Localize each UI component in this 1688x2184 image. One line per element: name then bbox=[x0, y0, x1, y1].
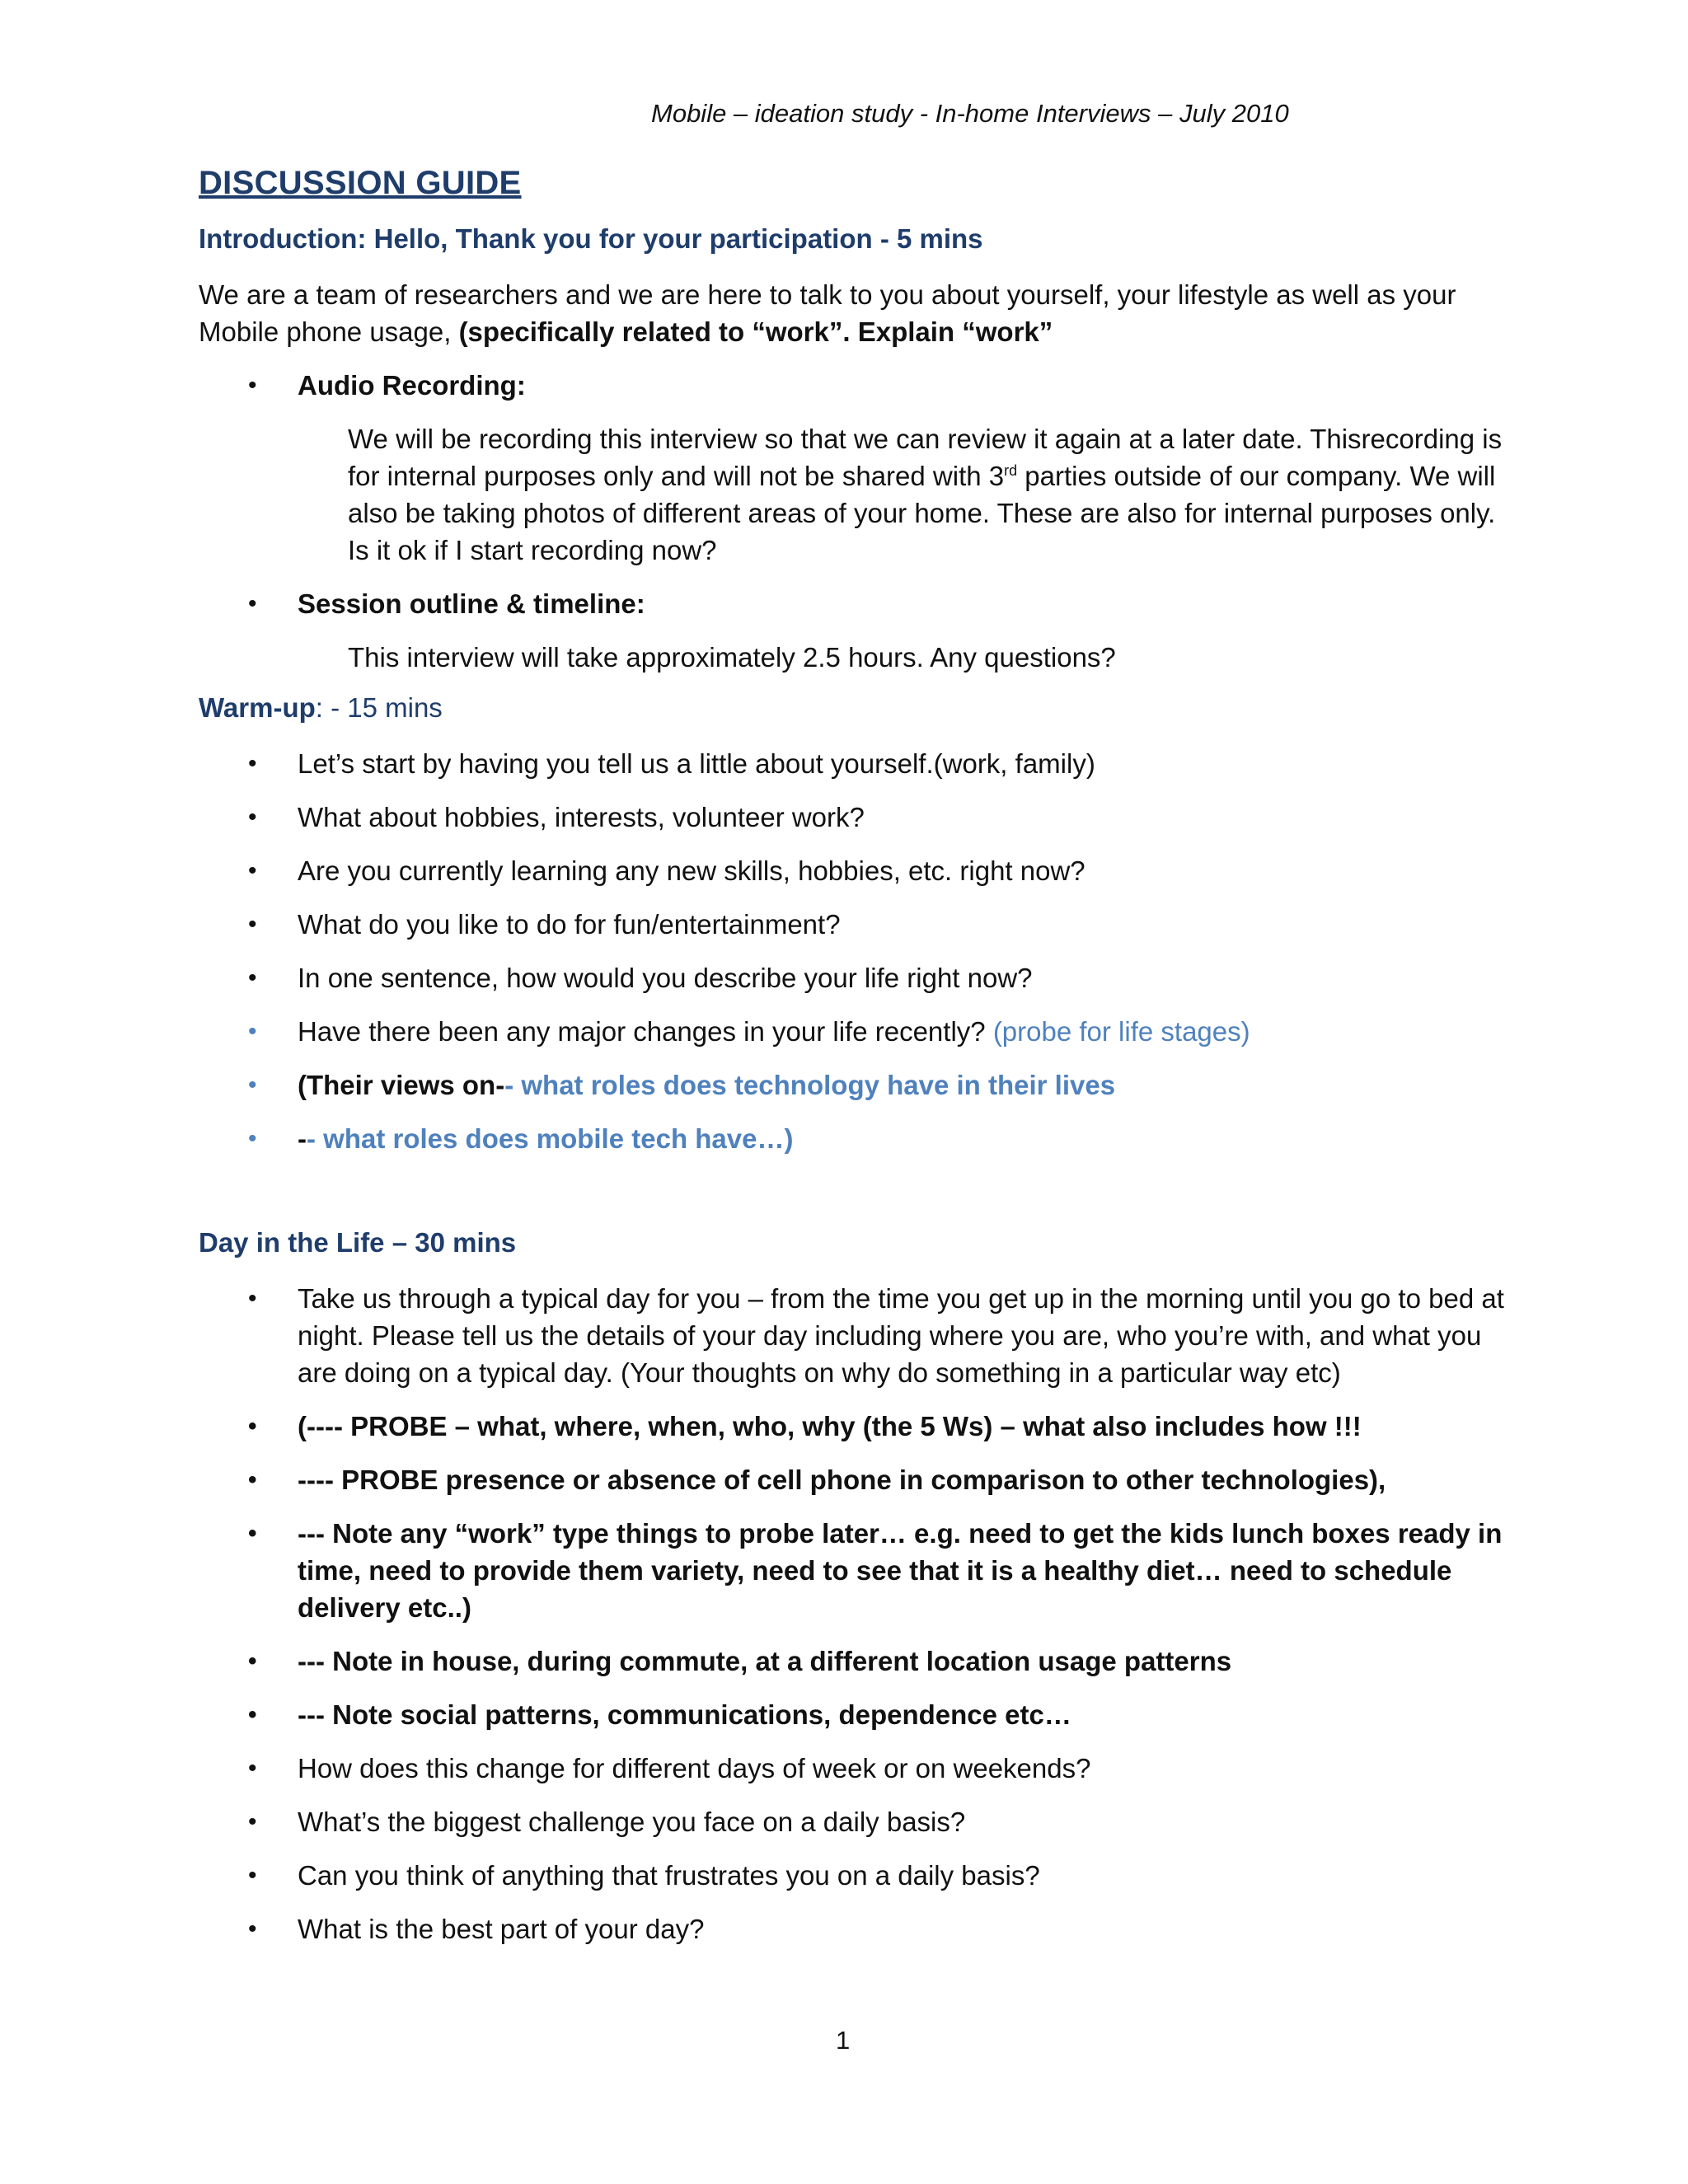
mobile-blue: - what roles does mobile tech have…) bbox=[307, 1123, 794, 1154]
list-item bbox=[199, 367, 1517, 404]
list-item bbox=[199, 585, 1517, 622]
bullet-icon: • bbox=[248, 1018, 257, 1045]
warmup-list bbox=[199, 745, 1517, 1157]
session-outline-label: Session outline & timeline: bbox=[298, 588, 645, 619]
audio-text-part-2: parties outside of our company. We will also be taking photos of different areas of your home. These are also for internal purposes only. Is it ok if I start recording now? bbox=[348, 461, 1496, 565]
bullet-icon: • bbox=[248, 590, 257, 617]
list-item-text: --- Note social patterns, communications, dependence etc… bbox=[298, 1699, 1071, 1730]
list-item-text: What do you like to do for fun/entertainment? bbox=[298, 909, 841, 940]
bullet-icon: • bbox=[248, 1755, 257, 1782]
views-bold: (Their views on- bbox=[298, 1070, 505, 1100]
list-item-text: Are you currently learning any new skills, hobbies, etc. right now? bbox=[298, 855, 1085, 886]
bullet-icon: • bbox=[248, 1520, 257, 1547]
list-item-text: What is the best part of your day? bbox=[298, 1914, 705, 1944]
list-item bbox=[199, 1803, 1517, 1840]
list-item bbox=[199, 1515, 1517, 1626]
document-title: DISCUSSION GUIDE bbox=[199, 165, 522, 201]
list-item-text: What about hobbies, interests, volunteer work? bbox=[298, 802, 865, 832]
list-item bbox=[199, 1408, 1517, 1445]
bullet-icon: • bbox=[248, 1862, 257, 1889]
list-item bbox=[199, 1280, 1517, 1391]
list-item bbox=[199, 1910, 1517, 1947]
list-item bbox=[199, 799, 1517, 836]
day-list bbox=[199, 1280, 1517, 1947]
bullet-icon: • bbox=[248, 911, 257, 938]
bullet-icon: • bbox=[248, 1701, 257, 1728]
changes-probe: (probe for life stages) bbox=[992, 1016, 1250, 1047]
audio-recording-text bbox=[199, 420, 1517, 569]
bullet-icon: • bbox=[248, 964, 257, 991]
session-outline-text: This interview will take approximately 2.5 hours. Any questions? bbox=[348, 642, 1116, 673]
bullet-icon: • bbox=[248, 1466, 257, 1493]
bullet-icon: • bbox=[248, 1915, 257, 1943]
warmup-heading bbox=[199, 692, 1517, 724]
bullet-icon: • bbox=[248, 750, 257, 777]
intro-list bbox=[199, 367, 1517, 404]
bullet-icon: • bbox=[248, 1647, 257, 1675]
list-item-text: Let’s start by having you tell us a little about yourself.(work, family) bbox=[298, 748, 1095, 779]
bullet-icon: • bbox=[248, 1071, 257, 1099]
list-item bbox=[199, 1013, 1517, 1050]
page-content bbox=[199, 165, 1517, 1964]
list-item-text: --- Note any “work” type things to probe later… e.g. need to get the kids lunch boxes ready in time, need to provide them variety, need to see that it is a healthy diet… need to schedule delivery etc..) bbox=[298, 1518, 1503, 1623]
intro-text-bold: (specifically related to “work”. Explain “work” bbox=[458, 316, 1053, 347]
bullet-icon: • bbox=[248, 1808, 257, 1835]
list-item bbox=[199, 745, 1517, 782]
list-item bbox=[199, 852, 1517, 889]
views-blue: - what roles does technology have in their lives bbox=[504, 1070, 1116, 1100]
list-item-text: Take us through a typical day for you – from the time you get up in the morning until you go to bed at night. Please tell us the details of your day including where you are, who you’re with, and what you are doing on a typical day. (Your thoughts on why do something in a particular way etc) bbox=[298, 1283, 1504, 1388]
superscript-rd: rd bbox=[1004, 462, 1018, 479]
list-item bbox=[199, 1857, 1517, 1894]
warmup-heading-bold: Warm-up bbox=[199, 692, 316, 723]
audio-text-part-1: We will be recording this interview so that we can review it again at a later date. Thisrecording is for internal purposes only and will not be shared with 3 bbox=[348, 424, 1503, 491]
intro-text: We are a team of researchers and we are here to talk to you about yourself, your lifestyle as well as your Mobile phone usage, bbox=[199, 279, 1456, 347]
page-header: Mobile – ideation study - In-home Interviews – July 2010 bbox=[651, 99, 1289, 128]
list-item-text: How does this change for different days of week or on weekends? bbox=[298, 1753, 1091, 1783]
bullet-icon: • bbox=[248, 857, 257, 884]
list-item-text: Can you think of anything that frustrates you on a daily basis? bbox=[298, 1860, 1040, 1891]
section-spacer bbox=[199, 1174, 1517, 1227]
list-item-text: (---- PROBE – what, where, when, who, why (the 5 Ws) – what also includes how !!! bbox=[298, 1411, 1362, 1441]
list-item bbox=[199, 1750, 1517, 1787]
list-item bbox=[199, 1696, 1517, 1733]
list-item-text: ---- PROBE presence or absence of cell phone in comparison to other technologies), bbox=[298, 1465, 1386, 1495]
bullet-icon: • bbox=[248, 1413, 257, 1440]
bullet-icon: • bbox=[248, 1125, 257, 1152]
bullet-icon: • bbox=[248, 804, 257, 831]
list-item bbox=[199, 1120, 1517, 1157]
changes-text: Have there been any major changes in your life recently? bbox=[298, 1016, 993, 1047]
list-item bbox=[199, 1066, 1517, 1104]
mobile-dash: - bbox=[298, 1123, 307, 1154]
list-item bbox=[199, 959, 1517, 996]
intro-heading: Introduction: Hello, Thank you for your participation - 5 mins bbox=[199, 223, 983, 254]
bullet-icon: • bbox=[248, 1285, 257, 1312]
page-number: 1 bbox=[836, 2026, 851, 2055]
warmup-heading-duration: : - 15 mins bbox=[315, 692, 443, 723]
day-heading: Day in the Life – 30 mins bbox=[199, 1227, 517, 1258]
bullet-icon: • bbox=[248, 372, 257, 399]
intro-paragraph bbox=[199, 276, 1517, 350]
list-item-text: In one sentence, how would you describe your life right now? bbox=[298, 963, 1033, 993]
list-item-text: --- Note in house, during commute, at a different location usage patterns bbox=[298, 1646, 1232, 1676]
list-item bbox=[199, 1643, 1517, 1680]
list-item-text: What’s the biggest challenge you face on a daily basis? bbox=[298, 1807, 966, 1837]
audio-recording-label: Audio Recording: bbox=[298, 370, 526, 401]
session-list bbox=[199, 585, 1517, 622]
list-item bbox=[199, 906, 1517, 943]
list-item bbox=[199, 1461, 1517, 1498]
